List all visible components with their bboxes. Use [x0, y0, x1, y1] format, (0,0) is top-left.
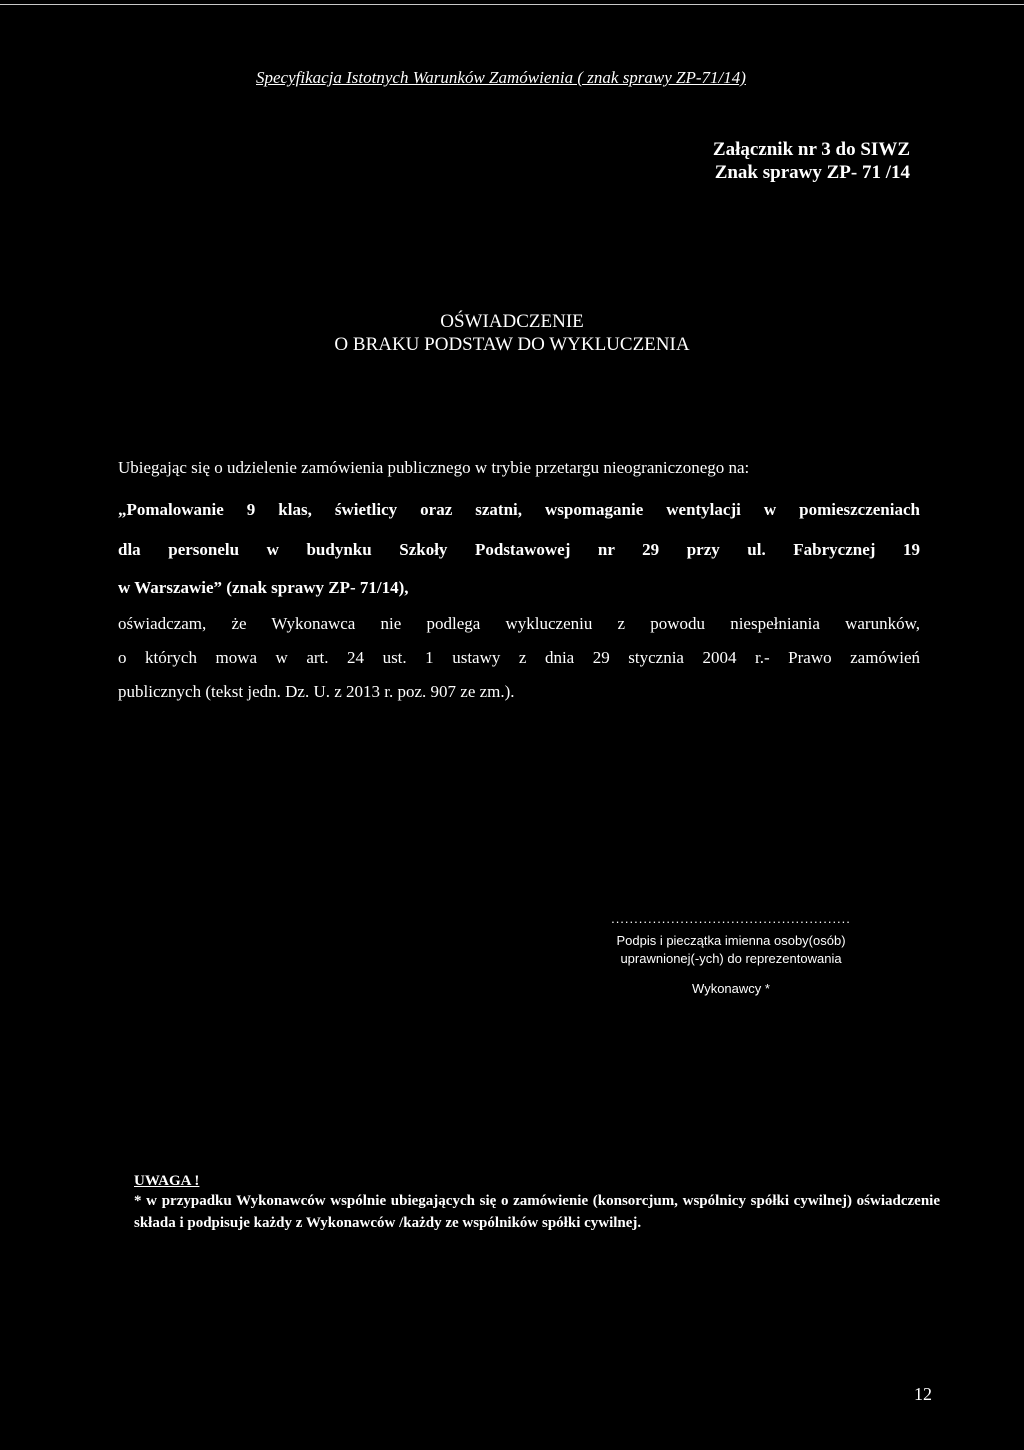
signature-block: [568, 912, 894, 998]
signature-dotted-line: ....................................................: [611, 912, 851, 926]
subject-line-2: dla personelu w budynku Szkoły Podstawowej nr 29 przy ul. Fabrycznej 19: [118, 540, 920, 559]
signature-caption-1: Podpis i pieczątka imienna osoby(osób): [616, 933, 846, 948]
top-rule: [0, 4, 1024, 5]
signature-caption-2: uprawnionej(-ych) do reprezentowania: [620, 951, 842, 966]
document-title: [0, 310, 1024, 356]
attachment-number: Załącznik nr 3 do SIWZ: [712, 139, 910, 160]
note-block: [134, 1172, 940, 1234]
title-line-1: OŚWIADCZENIE: [440, 311, 584, 332]
note-text: * w przypadku Wykonawców wspólnie ubiegających się o zamówienie (konsorcjum, wspólnicy spółki cywilnej) oświadczenie składa i podpisuje każdy z Wykonawców /każdy ze wspólników spółki cywilnej.: [134, 1193, 940, 1231]
statement-line-3: publicznych (tekst jedn. Dz. U. z 2013 r. poz. 907 ze zm.).: [118, 682, 515, 701]
case-reference: Znak sprawy ZP- 71 /14: [714, 162, 910, 183]
attachment-block: [713, 138, 910, 184]
subject-line-1: „Pomalowanie 9 klas, świetlicy oraz szatni, wspomaganie wentylacji w pomieszczeniach: [118, 500, 920, 519]
title-line-2: O BRAKU PODSTAW DO WYKLUCZENIA: [334, 334, 690, 355]
signature-caption-3: Wykonawcy *: [692, 981, 770, 996]
note-heading: UWAGA !: [134, 1173, 200, 1189]
statement-line-2: o których mowa w art. 24 ust. 1 ustawy z dnia 29 stycznia 2004 r.- Prawo zamówień: [118, 648, 920, 667]
intro-line: Ubiegając się o udzielenie zamówienia publicznego w trybie przetargu nieograniczonego na:: [118, 458, 750, 477]
running-header: Specyfikacja Istotnych Warunków Zamówienia ( znak sprawy ZP-71/14): [256, 68, 746, 87]
statement-line-1: oświadczam, że Wykonawca nie podlega wykluczeniu z powodu niespełniania warunków,: [118, 614, 920, 633]
page-number: 12: [914, 1384, 932, 1404]
subject-line-3: w Warszawie” (znak sprawy ZP- 71/14),: [118, 578, 409, 597]
